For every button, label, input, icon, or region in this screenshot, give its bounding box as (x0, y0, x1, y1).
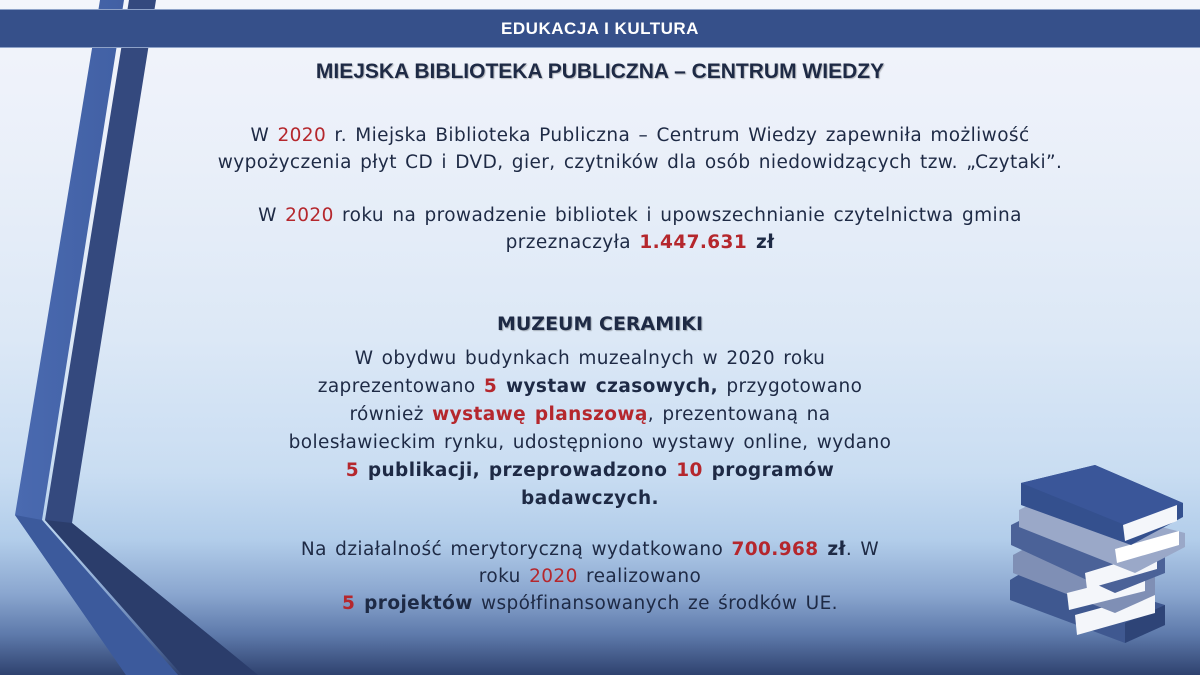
year-highlight: 2020 (529, 566, 578, 587)
library-budget-amount: 1.447.631 (639, 232, 748, 253)
library-title: MIEJSKA BIBLIOTEKA PUBLICZNA – CENTRUM WIEDZY (315, 60, 885, 83)
section-banner (0, 9, 1200, 48)
exhibition-highlight: wystawę planszową (432, 404, 648, 425)
year-highlight: 2020 (285, 205, 334, 226)
museum-title: MUZEUM CERAMIKI (496, 313, 704, 335)
museum-paragraph-2: Na działalność merytoryczną wydatkowano 700.968 zł. W roku 2020 realizowano 5 projektów współfinansowanych ze środków UE. (300, 539, 880, 614)
library-paragraph-1: W 2020 r. Miejska Biblioteka Publiczna – Centrum Wiedzy zapewniła możliwość wypożyczenia płyt CD i DVD, gier, czytników dla osób niedowidzących tzw. „Czytaki”. (217, 125, 1063, 173)
museum-paragraph-1: W obydwu budynkach muzealnych w 2020 roku zaprezentowano 5 wystaw czasowych, przygotowano również wystawę planszową, prezentowaną na bolesławieckim rynku, udostępniono wystawy online, wydano 5 publikacji, przeprowadzono 10 programów badawczych. (288, 348, 892, 509)
museum-budget-amount: 700.968 (731, 539, 819, 560)
year-highlight: 2020 (277, 125, 327, 146)
books-stack-icon (1005, 465, 1190, 645)
library-paragraph-2: W 2020 roku na prowadzenie bibliotek i upowszechnianie czytelnictwa gmina przeznaczyła 1.447.631 zł (258, 205, 1022, 253)
section-title: EDUKACJA I KULTURA (501, 18, 699, 38)
